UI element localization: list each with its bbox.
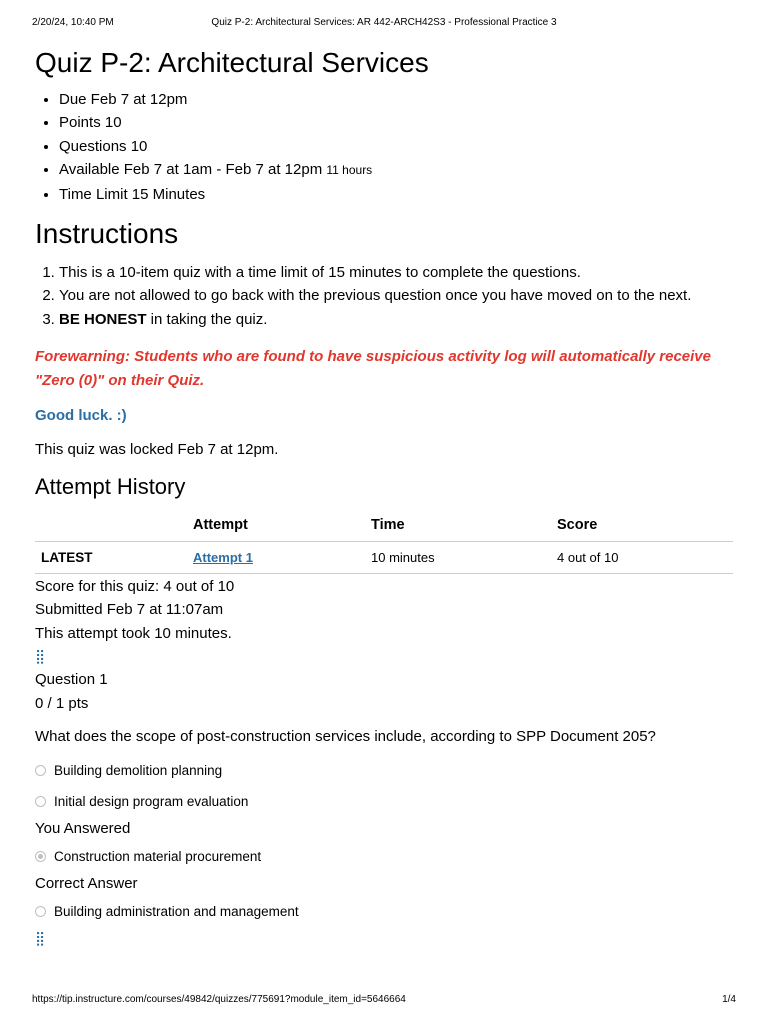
column-header: Time (371, 509, 557, 542)
attempt-link[interactable]: Attempt 1 (193, 549, 253, 565)
question-text: What does the scope of post-construction services include, according to SPP Document 205? (35, 728, 656, 746)
quiz-details (35, 88, 733, 207)
correct-answer-label: Correct Answer (35, 875, 138, 893)
answer-text: Construction material procurement (54, 849, 262, 865)
time-limit: • Time Limit 15 Minutes (59, 183, 733, 207)
column-header (35, 509, 193, 542)
answer-text: Building administration and management (54, 904, 299, 920)
due-date: • Due Feb 7 at 12pm (59, 88, 733, 112)
honest-emphasis: BE HONEST (59, 310, 147, 328)
answer-option[interactable] (35, 786, 733, 817)
print-footer-url: https://tip.instructure.com/courses/49842/quizzes/775691?module_item_id=5646664 (32, 994, 406, 1005)
attempt-history-table (35, 509, 733, 574)
availability (59, 158, 733, 183)
honest-rest: in taking the quiz. (146, 310, 268, 328)
time-cell: 10 minutes (371, 541, 557, 573)
question-count: • Questions 10 (59, 135, 733, 159)
submitted-time: Submitted Feb 7 at 11:07am (35, 601, 224, 619)
quiz-title: Quiz P-2: Architectural Services (35, 47, 429, 78)
table-header-row (35, 509, 733, 542)
radio-icon[interactable] (35, 765, 46, 776)
instruction-item: 1. This is a 10-item quiz with a time limit of 15 minutes to complete the questions. (59, 261, 733, 285)
answer-option-correct[interactable] (35, 896, 733, 927)
you-answered-label: You Answered (35, 820, 131, 838)
attempt-cell (193, 541, 371, 573)
latest-label: LATEST (35, 541, 193, 573)
instruction-item (59, 308, 733, 332)
print-footer-page: 1/4 (722, 994, 736, 1005)
instruction-item: 2. You are not allowed to go back with the previous question once you have moved on to the next. (59, 284, 733, 308)
score-cell: 4 out of 10 (557, 541, 733, 573)
print-header-title: Quiz P-2: Architectural Services: AR 442-ARCH42S3 - Professional Practice 3 (211, 17, 557, 28)
print-header-date: 2/20/24, 10:40 PM (32, 17, 114, 28)
answer-text: Initial design program evaluation (54, 794, 249, 810)
instructions-heading: Instructions (35, 218, 179, 250)
answer-option[interactable] (35, 755, 733, 786)
column-header: Score (557, 509, 733, 542)
availability-duration: 11 hours (326, 163, 373, 178)
availability-range: Available Feb 7 at 1am - Feb 7 at 12pm (59, 161, 323, 179)
attempt-history-heading: Attempt History (35, 474, 186, 500)
quiz-score: Score for this quiz: 4 out of 10 (35, 577, 235, 595)
answer-text: Building demolition planning (54, 763, 223, 779)
question-points: 0 / 1 pts (35, 694, 89, 712)
radio-selected-icon[interactable] (35, 851, 46, 862)
column-header: Attempt (193, 509, 371, 542)
instructions-list (35, 261, 733, 332)
question-title: Question 1 (35, 671, 108, 689)
drag-handle-icon[interactable]: ⣿ (35, 648, 45, 665)
answer-option-selected[interactable] (35, 841, 733, 872)
locked-notice: This quiz was locked Feb 7 at 12pm. (35, 441, 279, 459)
quiz-content (35, 40, 733, 950)
answer-options (35, 755, 733, 927)
attempt-duration: This attempt took 10 minutes. (35, 624, 232, 642)
table-row (35, 541, 733, 573)
radio-icon[interactable] (35, 906, 46, 917)
drag-handle-icon[interactable]: ⣿ (35, 930, 45, 947)
forewarning: Forewarning: Students who are found to have suspicious activity log will automatically receive "Zero (0)" on their Quiz. (35, 348, 711, 390)
points: • Points 10 (59, 111, 733, 135)
good-luck: Good luck. :) (35, 407, 127, 425)
radio-icon[interactable] (35, 796, 46, 807)
